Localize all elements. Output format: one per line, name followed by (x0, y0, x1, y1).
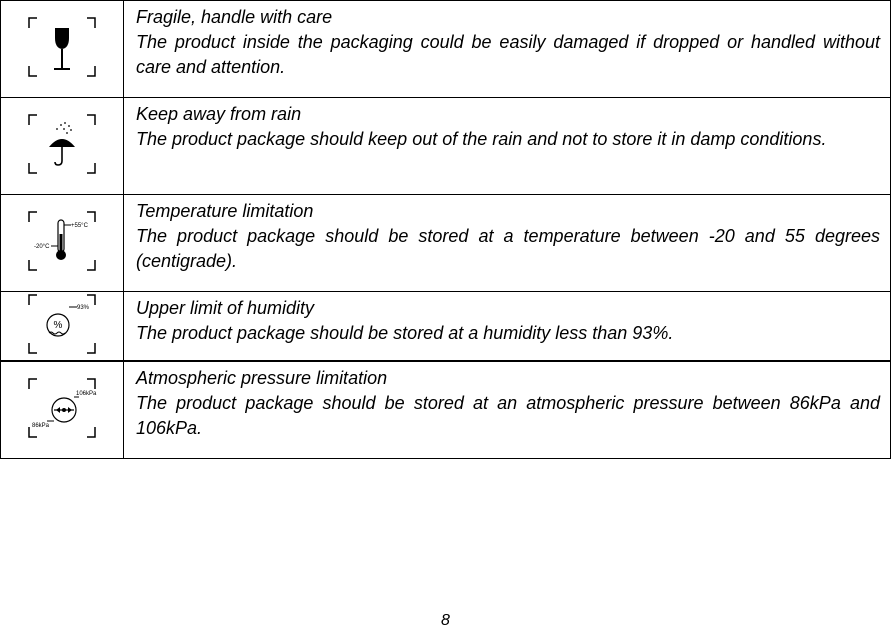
symbol-description: The product inside the packaging could be easily damaged if dropped or handled without care and attention. (136, 32, 880, 77)
table-row (1, 1, 891, 98)
umbrella-rain-icon (27, 113, 97, 175)
symbol-title: Fragile, handle with care (136, 7, 333, 27)
fragile-glass-icon (27, 16, 97, 78)
thermometer-icon (27, 210, 97, 272)
symbol-text (124, 98, 891, 195)
icon-cell (1, 1, 124, 98)
table-row (1, 361, 891, 459)
temp-lower-label: -20°C (34, 243, 50, 250)
icon-cell (1, 361, 124, 459)
table-row (1, 195, 891, 292)
symbol-text (124, 1, 891, 98)
symbol-title: Upper limit of humidity (136, 298, 315, 318)
pressure-lower-label: 86kPa (32, 422, 50, 429)
pressure-upper-label: 106kPa (76, 390, 97, 397)
icon-cell (1, 292, 124, 362)
humidity-symbol-label: % (53, 319, 63, 331)
pressure-icon (27, 377, 97, 439)
symbol-title: Temperature limitation (136, 201, 314, 221)
symbol-text (124, 361, 891, 459)
table-row (1, 98, 891, 195)
page-number: 8 (441, 612, 450, 629)
icon-cell (1, 195, 124, 292)
symbol-title: Atmospheric pressure limitation (136, 368, 388, 388)
symbol-description: The product package should be stored at a humidity less than 93%. (136, 323, 674, 343)
symbol-title: Keep away from rain (136, 104, 302, 124)
symbol-description: The product package should be stored at an atmospheric pressure between 86kPa and 106kPa. (136, 393, 880, 438)
table-row (1, 292, 891, 362)
temp-upper-label: +55°C (71, 222, 88, 229)
humidity-icon (27, 293, 97, 355)
icon-cell (1, 98, 124, 195)
humidity-upper-label: 93% (77, 304, 90, 311)
symbol-description: The product package should keep out of the rain and not to store it in damp conditions. (136, 129, 827, 149)
symbol-description: The product package should be stored at a temperature between -20 and 55 degrees (centigrade). (136, 226, 880, 271)
symbol-text (124, 292, 891, 362)
symbol-text (124, 195, 891, 292)
